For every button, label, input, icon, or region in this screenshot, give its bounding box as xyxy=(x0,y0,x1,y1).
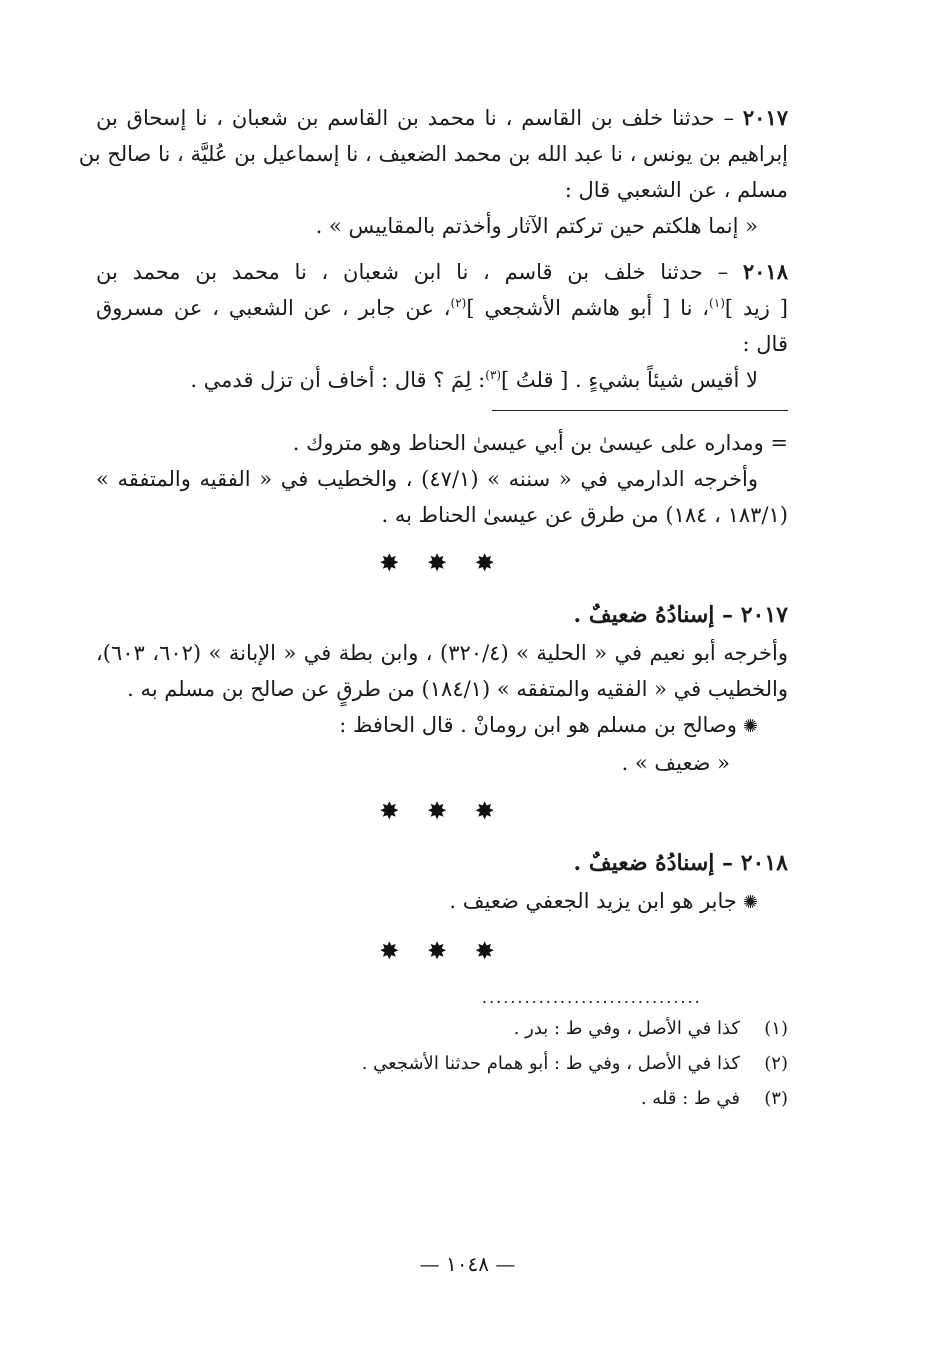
commentary-line-2: والخطيب في « الفقيه والمتفقه » (١٨٤/١) من طرقٍ عن صالح بن مسلم به . xyxy=(127,677,788,701)
commentary-2017 xyxy=(96,595,788,781)
grade-text: – إسنادُهُ ضعيفٌ . xyxy=(573,602,734,628)
continued-notes xyxy=(96,425,788,533)
hadith-2018-line-2 xyxy=(96,290,788,326)
footnote-text: كذا في الأصل ، وفي ط : أبو همام حدثنا الأشجعي . xyxy=(361,1053,740,1074)
hadith-text: ، عن جابر ، عن الشعبي ، عن مسروق xyxy=(96,296,451,320)
footnote-number: (٣) xyxy=(764,1088,788,1109)
hadith-2018 xyxy=(96,254,788,398)
grade-heading xyxy=(96,595,788,635)
quote-text: لا أقيس شيئاً بشيءٍ . [ قلتُ ] xyxy=(501,368,758,392)
star-bullet-icon: ✺ xyxy=(742,892,758,913)
notes-line-1: = ومداره على عيسىٰ بن أبي عيسىٰ الحناط وهو متروك . xyxy=(292,431,788,455)
hadith-text: – حدثنا خلف بن قاسم ، نا ابن شعبان ، نا محمد بن محمد بن xyxy=(96,260,729,284)
footnote-ref-2: (٢) xyxy=(450,296,467,310)
footnote-separator: ............................... xyxy=(482,989,702,1007)
hadith-2018-quote xyxy=(96,362,788,398)
stars-separator: ✸ ✸ ✸ xyxy=(379,549,505,577)
commentary-line-4: « ضعيف » . xyxy=(621,751,730,775)
footnote-item xyxy=(96,1011,788,1046)
footnote-ref-1: (١) xyxy=(709,296,725,310)
stars-separator: ✸ ✸ ✸ xyxy=(379,797,505,825)
footnote-item xyxy=(96,1046,788,1081)
page-body xyxy=(78,100,788,1116)
commentary-text: جابر هو ابن يزيد الجعفي ضعيف . xyxy=(449,889,737,913)
commentary-text: وصالح بن مسلم هو ابن رومانْ . قال الحافظ : xyxy=(339,713,737,737)
hadith-2018-line-1 xyxy=(96,254,788,290)
hadith-number: ٢٠١٧ xyxy=(742,105,788,130)
footnote-text: كذا في الأصل ، وفي ط : بدر . xyxy=(513,1018,740,1039)
stars-separator: ✸ ✸ ✸ xyxy=(379,937,505,965)
commentary-line-1: وأخرجه أبو نعيم في « الحلية » (٣٢٠/٤) ، وابن بطة في « الإبانة » (٦٠٢، ٦٠٣)، xyxy=(96,641,788,665)
footnote-number: (١) xyxy=(764,1018,788,1039)
hadith-2018-line-3: قال : xyxy=(742,332,788,356)
hadith-2017-line-1 xyxy=(96,100,788,136)
notes-line-2: وأخرجه الدارمي في « سننه » (٤٧/١) ، والخطيب في « الفقيه والمتفقه » xyxy=(96,467,759,491)
commentary-number: ٢٠١٨ xyxy=(740,850,788,876)
commentary-line-3 xyxy=(96,707,788,745)
footnote-number: (٢) xyxy=(764,1053,788,1074)
footnote-text: في ط : قله . xyxy=(640,1088,740,1109)
footnote-ref-3: (٣) xyxy=(485,368,502,382)
hadith-2017 xyxy=(78,100,788,244)
grade-heading xyxy=(96,843,788,883)
narrator-abu-hashim: ، نا [ أبو هاشم الأشجعي ] xyxy=(466,296,710,320)
hadith-2017-line-2: إبراهيم بن يونس ، نا عبد الله بن محمد الضعيف ، نا إسماعيل بن عُليَّة ، نا صالح بن xyxy=(78,142,788,166)
grade-text: – إسنادُهُ ضعيفٌ . xyxy=(573,850,734,876)
quote-text: : لِمَ ؟ قال : أخاف أن تزل قدمي . xyxy=(190,368,486,392)
hadith-2017-quote: « إنما هلكتم حين تركتم الآثار وأخذتم بالمقاييس » . xyxy=(315,214,758,238)
section-divider xyxy=(492,410,788,411)
hadith-number: ٢٠١٨ xyxy=(742,259,788,284)
footnotes xyxy=(96,1011,788,1116)
commentary-number: ٢٠١٧ xyxy=(740,602,788,628)
hadith-text: – حدثنا خلف بن القاسم ، نا محمد بن القاسم بن شعبان ، نا إسحاق بن xyxy=(96,106,735,130)
narrator-zayd: [ زيد ] xyxy=(724,296,788,320)
star-bullet-icon: ✺ xyxy=(742,716,758,737)
page-number: — ١٠٤٨ — xyxy=(419,1252,516,1276)
notes-line-3: (١٨٣/١ ، ١٨٤) من طرق عن عيسىٰ الحناط به . xyxy=(381,503,788,527)
hadith-2017-line-3: مسلم ، عن الشعبي قال : xyxy=(564,178,788,202)
commentary-2018 xyxy=(96,843,788,921)
footnote-item xyxy=(96,1081,788,1116)
commentary-line-1 xyxy=(96,883,788,921)
